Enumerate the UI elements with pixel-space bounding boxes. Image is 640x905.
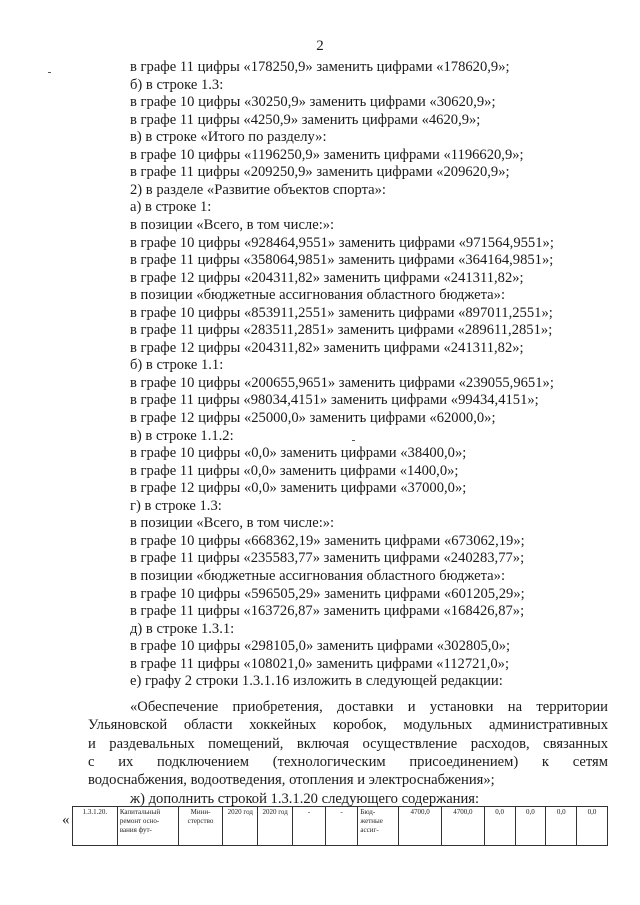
text-line: б) в строке 1.3: bbox=[130, 76, 224, 93]
text-line: в графе 10 цифры «928464,9551» заменить цифрами «971564,9551»; bbox=[130, 234, 554, 251]
final-line: ж) дополнить строкой 1.3.1.20 следующего содержания: bbox=[130, 791, 480, 807]
text-line: в графе 12 цифры «0,0» заменить цифрами «37000,0»; bbox=[130, 480, 467, 497]
table-cell: - bbox=[325, 807, 358, 846]
table-cell: 1.3.1.20. bbox=[73, 807, 118, 846]
text-line: е) графу 2 строки 1.3.1.16 изложить в следующей редакции: bbox=[130, 673, 503, 690]
text-line: д) в строке 1.3.1: bbox=[130, 620, 235, 637]
text-line: в графе 10 цифры «30250,9» заменить цифрами «30620,9»; bbox=[130, 94, 496, 111]
text-line: в позиции «Всего, в том числе:»: bbox=[130, 515, 335, 532]
table-cell: 0,0 bbox=[546, 807, 577, 846]
paragraph-line: Ульяновской области хоккейных коробок, модульных административных bbox=[88, 717, 608, 734]
text-line: в) в строке «Итого по разделу»: bbox=[130, 129, 327, 146]
text-line: в графе 10 цифры «668362,19» заменить цифрами «673062,19»; bbox=[130, 532, 525, 549]
text-line: в графе 11 цифры «4250,9» заменить цифрами «4620,9»; bbox=[130, 111, 481, 128]
table-cell: Бюд-жетные ассиг- bbox=[358, 807, 399, 846]
scan-speck bbox=[48, 72, 51, 73]
text-line: б) в строке 1.1: bbox=[130, 357, 224, 374]
table-cell: 4700,0 bbox=[441, 807, 484, 846]
paragraph-line: с их подключением (технологическим присоединением) к сетям bbox=[88, 753, 608, 770]
text-line: в графе 11 цифры «358064,9851» заменить цифрами «364164,9851»; bbox=[130, 252, 554, 269]
text-line: в графе 11 цифры «209250,9» заменить цифрами «209620,9»; bbox=[130, 164, 510, 181]
table-cell: 0,0 bbox=[484, 807, 515, 846]
table-cell: 0,0 bbox=[515, 807, 546, 846]
text-line: в графе 12 цифры «25000,0» заменить цифрами «62000,0»; bbox=[130, 410, 496, 426]
text-line: в графе 11 цифры «0,0» заменить цифрами «1400,0»; bbox=[130, 462, 459, 479]
text-line: в графе 10 цифры «853911,2551» заменить цифрами «897011,2551»; bbox=[130, 304, 553, 321]
table-cell: 0,0 bbox=[577, 807, 608, 846]
text-line: в позиции «Всего, в том числе:»: bbox=[130, 216, 335, 233]
text-line: в позиции «бюджетные ассигнования областного бюджета»: bbox=[130, 287, 505, 304]
paragraph-line: водоснабжения, водоотведения, отопления и электроснабжения»; bbox=[88, 772, 495, 789]
text-line: в графе 10 цифры «298105,0» заменить цифрами «302805,0»; bbox=[130, 638, 511, 655]
text-line: в графе 10 цифры «200655,9651» заменить цифрами «239055,9651»; bbox=[130, 374, 554, 391]
paragraph-line: «Обеспечение приобретения, доставки и установки на территории bbox=[130, 699, 608, 715]
quote-open: « bbox=[62, 812, 70, 828]
text-line: в графе 11 цифры «108021,0» заменить цифрами «112721,0»; bbox=[130, 655, 510, 672]
text-line: в) в строке 1.1.2: bbox=[130, 427, 234, 444]
text-line: в позиции «бюджетные ассигнования областного бюджета»: bbox=[130, 567, 505, 584]
text-line: в графе 10 цифры «596505,29» заменить цифрами «601205,29»; bbox=[130, 585, 525, 602]
text-line: в графе 12 цифры «204311,82» заменить цифрами «241311,82»; bbox=[130, 269, 524, 286]
table-cell: 4700,0 bbox=[399, 807, 442, 846]
table-cell: 2020 год bbox=[258, 807, 293, 846]
table-cell: Капитальный ремонт осно-вания фут- bbox=[117, 807, 178, 846]
table-row bbox=[73, 807, 608, 846]
text-line: в графе 11 цифры «178250,9» заменить цифрами «178620,9»; bbox=[130, 59, 510, 75]
text-line: в графе 11 цифры «163726,87» заменить цифрами «168426,87»; bbox=[130, 603, 525, 620]
text-line: в графе 11 цифры «283511,2851» заменить цифрами «289611,2851»; bbox=[130, 322, 553, 339]
text-line: г) в строке 1.3: bbox=[130, 497, 222, 514]
scan-speck bbox=[352, 440, 355, 441]
text-line: в графе 10 цифры «0,0» заменить цифрами «38400,0»; bbox=[130, 445, 467, 462]
page-number: 2 bbox=[316, 38, 324, 54]
paragraph-line: и раздевальных помещений, включая осуществление расходов, связанных bbox=[88, 735, 608, 752]
text-line: в графе 11 цифры «235583,77» заменить цифрами «240283,77»; bbox=[130, 550, 525, 567]
table-cell: 2020 год bbox=[223, 807, 258, 846]
text-line: в графе 12 цифры «204311,82» заменить цифрами «241311,82»; bbox=[130, 339, 524, 356]
text-line: в графе 10 цифры «1196250,9» заменить цифрами «1196620,9»; bbox=[130, 146, 524, 163]
text-line: а) в строке 1: bbox=[130, 199, 212, 216]
table-cell: - bbox=[293, 807, 326, 846]
inserted-table-row bbox=[72, 806, 608, 846]
text-line: в графе 11 цифры «98034,4151» заменить цифрами «99434,4151»; bbox=[130, 392, 539, 409]
table-cell: Мини-стерство bbox=[178, 807, 223, 846]
text-line: 2) в разделе «Развитие объектов спорта»: bbox=[130, 181, 386, 198]
